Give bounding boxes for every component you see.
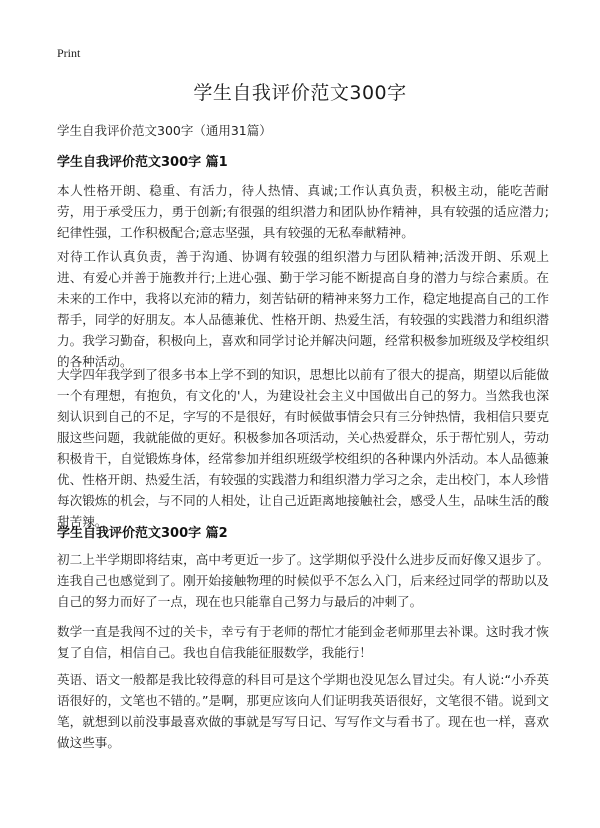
paragraph: 英语、语文一般都是我比较得意的科目可是这个学期也没见怎么冒过尖。有人说:“小乔英语很好的，文笔也不错的。”是啊，那更应该向人们证明我英语很好，文笔很不错。说到文笔，就想到以前没事最喜欢做的事就是写写日记、写写作文与看书了。现在也一样，喜欢做这些事。 <box>57 672 549 750</box>
paragraph: 对待工作认真负责，善于沟通、协调有较强的组织潜力与团队精神;活泼开朗、乐观上进、有爱心并善于施教并行;上进心强、勤于学习能不断提高自身的潜力与综合素质。在未来的工作中，我将以充沛的精力，刻苦钻研的精神来努力工作，稳定地提高自己的工作帮手，同学的好朋友。本人品德兼优、性格开朗、热爱生活，有较强的实践潜力和组织潜力。我学习勤奋，积极向上，喜欢和同学讨论并解决问题，经常积极参加班级及学校组织的各种活动。 <box>57 249 549 369</box>
paragraph: 数学一直是我闯不过的关卡，幸亏有于老师的帮忙才能到金老师那里去补课。这时我才恢复了自信，相信自己。我也自信我能征服数学，我能行！ <box>57 624 549 660</box>
page-title: 学生自我评价范文300字 <box>193 82 407 104</box>
section-heading: 学生自我评价范文300字 篇1 <box>57 155 228 170</box>
subtitle: 学生自我评价范文300字（通用31篇） <box>57 123 272 138</box>
paragraph: 本人性格开朗、稳重、有活力，待人热情、真诚;工作认真负责，积极主动，能吃苦耐劳，用于承受压力，勇于创新;有很强的组织潜力和团队协作精神，具有较强的适应潜力;纪律性强，工作积极配合;意志坚强，具有较强的无私奉献精神。 <box>57 183 549 240</box>
section-heading: 学生自我评价范文300字 篇2 <box>57 526 228 541</box>
paragraph: 初二上半学期即将结束，高中考更近一步了。这学期似乎没什么进步反而好像又退步了。连我自己也感觉到了。刚开始接触物理的时候似乎不怎么入门，后来经过同学的帮助以及自己的努力而好了一点，现在也只能靠自己努力与最后的冲刺了。 <box>57 552 549 609</box>
print-label[interactable]: Print <box>57 46 81 60</box>
paragraph: 大学四年我学到了很多书本上学不到的知识，思想比以前有了很大的提高，期望以后能做一个有理想，有抱负，有文化的'人，为建设社会主义中国做出自己的努力。当然我也深刻认识到自己的不足，字写的不是很好，有时候做事情会只有三分钟热情，我相信只要克服这些问题，我就能做的更好。积极参加各项活动，关心热爱群众，乐于帮忙别人，劳动积极肯干，自觉锻炼身体，经常参加并组织班级学校组织的各种课内外活动。本人品德兼优、性格开朗、热爱生活，有较强的实践潜力和组织潜力学习之余，走出校门，本人珍惜每次锻炼的机会，与不同的人相处，让自己近距离地接触社会，感受人生，品味生活的酸甜苦辣。 <box>57 367 549 529</box>
